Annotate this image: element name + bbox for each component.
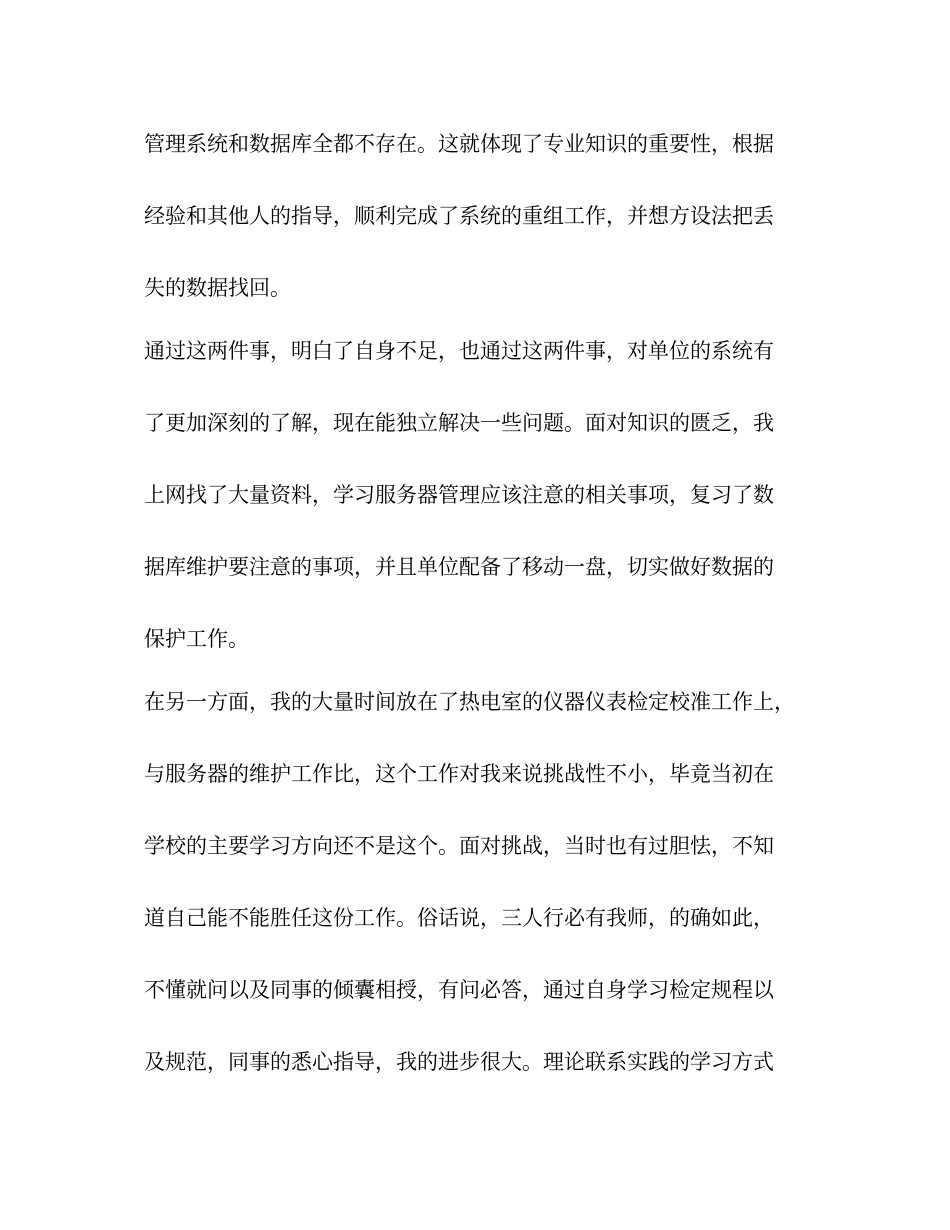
text-line: 学校的主要学习方向还不是这个。面对挑战，当时也有过胆怯，不知 <box>144 834 774 858</box>
text-line: 上网找了大量资料，学习服务器管理应该注意的相关事项，复习了数 <box>144 483 774 507</box>
text-line: 失的数据找回。 <box>144 276 291 300</box>
text-line: 道自己能不能胜任这份工作。俗话说，三人行必有我师，的确如此， <box>144 906 774 930</box>
text-line: 在另一方面，我的大量时间放在了热电室的仪器仪表检定校准工作上， <box>144 690 795 714</box>
text-line: 经验和其他人的指导，顺利完成了系统的重组工作，并想方设法把丢 <box>144 204 774 228</box>
text-line: 及规范，同事的悉心指导，我的进步很大。理论联系实践的学习方式 <box>144 1050 774 1074</box>
text-line: 管理系统和数据库全都不存在。这就体现了专业知识的重要性，根据 <box>144 132 774 156</box>
text-line: 不懂就问以及同事的倾囊相授，有问必答，通过自身学习检定规程以 <box>144 978 774 1002</box>
text-line: 据库维护要注意的事项，并且单位配备了移动一盘，切实做好数据的 <box>144 555 774 579</box>
text-line: 通过这两件事，明白了自身不足，也通过这两件事，对单位的系统有 <box>144 339 774 363</box>
text-line: 保护工作。 <box>144 627 249 651</box>
text-line: 了更加深刻的了解，现在能独立解决一些问题。面对知识的匮乏，我 <box>144 411 774 435</box>
text-line: 与服务器的维护工作比，这个工作对我来说挑战性不小，毕竟当初在 <box>144 762 774 786</box>
